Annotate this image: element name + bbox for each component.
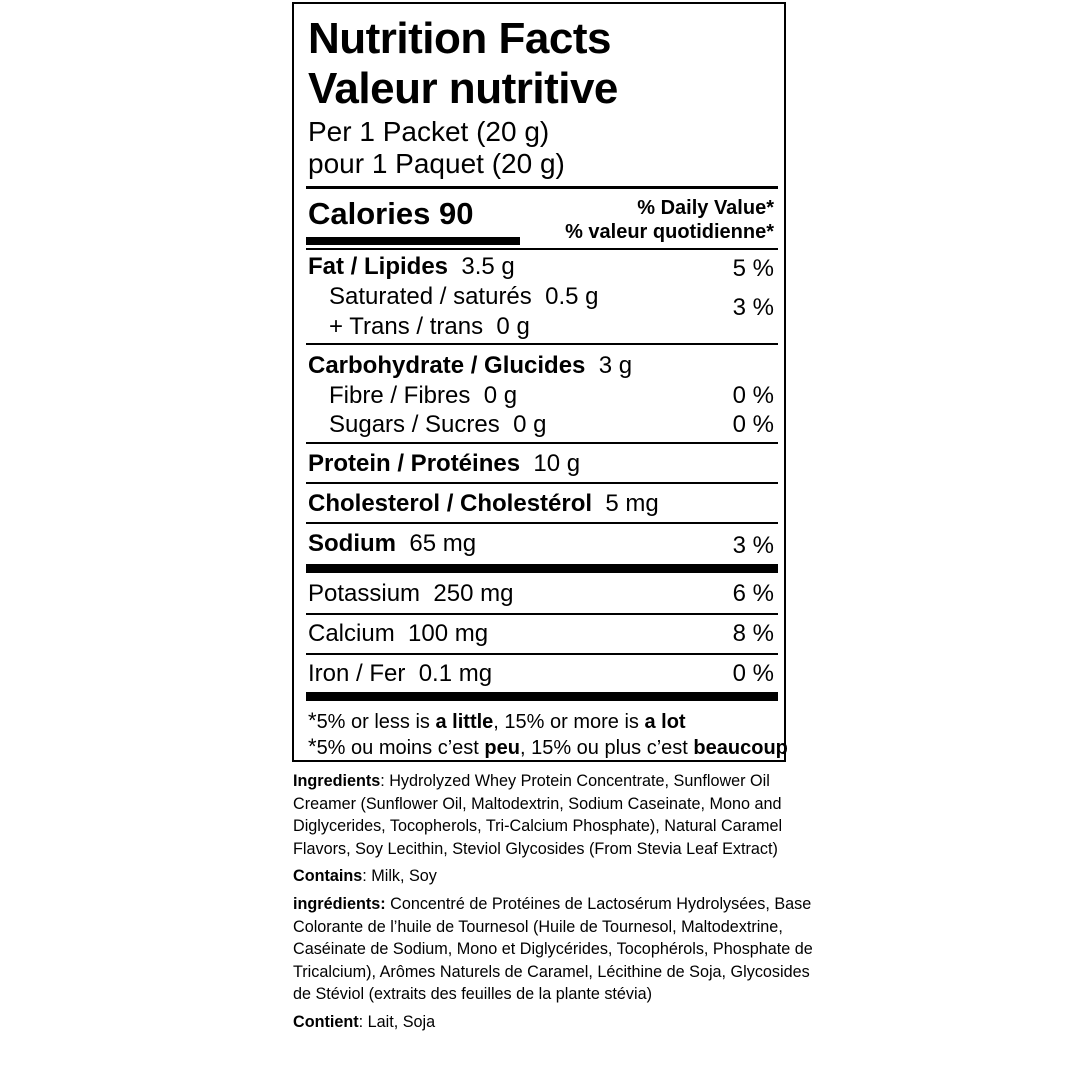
footnote-star: * — [308, 708, 317, 733]
iron-amount: 0.1 mg — [418, 660, 493, 687]
iron-label: Iron / Fer — [308, 660, 406, 687]
title-en: Nutrition Facts — [308, 14, 611, 63]
nutrition-facts-panel — [292, 2, 786, 762]
contient-label: Contient — [293, 1012, 359, 1031]
calcium-amount: 100 mg — [408, 620, 489, 647]
calories-value: 90 — [438, 196, 474, 231]
protein-label: Protein / Protéines — [308, 450, 521, 477]
protein-amount: 10 g — [533, 450, 581, 477]
saturated-trans-dv: 3 % — [732, 294, 774, 321]
thick-rule — [306, 692, 778, 701]
sodium-label: Sodium — [308, 530, 396, 557]
footnote-fr — [308, 734, 788, 760]
ingredients-fr-label: ingrédients: — [293, 894, 386, 913]
protein-row — [308, 450, 580, 478]
cholesterol-label: Cholesterol / Cholestérol — [308, 490, 593, 517]
sugars-dv: 0 % — [732, 411, 774, 438]
calories-rule — [306, 237, 520, 245]
sodium-amount: 65 mg — [409, 530, 477, 557]
fibre-label: Fibre / Fibres — [329, 382, 471, 409]
potassium-row — [308, 580, 513, 608]
footnote-bold: peu — [484, 737, 520, 759]
carbohydrate-label: Carbohydrate / Glucides — [308, 352, 586, 379]
fat-dv: 5 % — [732, 255, 774, 282]
divider-rule — [306, 248, 778, 250]
title-fr: Valeur nutritive — [308, 64, 618, 113]
ingredients-label: Ingredients — [293, 772, 381, 790]
contains-label: Contains — [293, 867, 363, 886]
divider-rule — [306, 442, 778, 444]
saturated-row — [329, 283, 599, 311]
footnote-en — [308, 708, 686, 734]
fibre-amount: 0 g — [483, 382, 518, 409]
cholesterol-row — [308, 490, 659, 518]
sodium-dv: 3 % — [732, 532, 774, 559]
footnote-star: * — [308, 734, 317, 759]
divider-rule — [306, 522, 778, 524]
footnote-text: 5% or less is — [316, 711, 436, 733]
footnote-bold: beaucoup — [693, 737, 788, 759]
saturated-amount: 0.5 g — [545, 283, 599, 310]
sodium-row — [308, 530, 476, 558]
calories-label: Calories — [308, 196, 431, 231]
daily-value-header-en: % Daily Value* — [637, 197, 774, 219]
trans-amount: 0 g — [496, 313, 530, 340]
footnote-text: , 15% or more is — [493, 711, 645, 733]
calcium-row — [308, 620, 488, 648]
saturated-label: Saturated / saturés — [329, 283, 532, 310]
calories-row — [308, 196, 473, 232]
trans-label: + Trans / trans — [329, 313, 484, 340]
serving-size-fr: pour 1 Paquet (20 g) — [308, 148, 565, 179]
ingredients-fr-text: Concentré de Protéines de Lactosérum Hydrolysées, Base Colorante de l’huile de Tournesol (Huile de Tournesol, Maltodextrine, Caséinate de Sodium, Mono et Diglycérides, Tocophérols, Phosphate de Tricalcium), Arômes Naturels de Caramel, Lécithine de Soja, Glycosides de Stéviol (extraits des feuilles de la plante stévia) — [293, 894, 813, 1004]
ingredients-fr — [293, 893, 813, 1006]
carbohydrate-amount: 3 g — [598, 352, 633, 379]
footnote-bold: a lot — [644, 711, 686, 733]
divider-rule — [306, 343, 778, 345]
footnote-bold: a little — [435, 711, 494, 733]
cholesterol-amount: 5 mg — [605, 490, 659, 517]
carbohydrate-row — [308, 352, 632, 380]
divider-rule — [306, 653, 778, 655]
thick-rule — [306, 564, 778, 573]
sugars-row — [329, 411, 546, 439]
fibre-dv: 0 % — [732, 382, 774, 409]
fat-row — [308, 253, 515, 281]
potassium-label: Potassium — [308, 580, 421, 607]
ingredients-section — [293, 770, 813, 1039]
potassium-amount: 250 mg — [433, 580, 514, 607]
potassium-dv: 6 % — [732, 580, 774, 607]
iron-dv: 0 % — [732, 660, 774, 687]
ingredients-text: : Hydrolyzed Whey Protein Concentrate, Sunflower Oil Creamer (Sunflower Oil, Maltodextrin, Sodium Caseinate, Mono and Diglycerides, Tocopherols, Tri-Calcium Phosphate), Natural Caramel Flavors, Soy Lecithin, Steviol Glycosides (From Stevia Leaf Extract) — [293, 772, 783, 858]
calcium-dv: 8 % — [732, 620, 774, 647]
sugars-amount: 0 g — [513, 411, 547, 438]
serving-size-en: Per 1 Packet (20 g) — [308, 116, 550, 147]
divider-rule — [306, 482, 778, 484]
calcium-label: Calcium — [308, 620, 395, 647]
iron-row — [308, 660, 492, 688]
trans-row — [329, 313, 530, 341]
fat-amount: 3.5 g — [461, 253, 515, 280]
fibre-row — [329, 382, 517, 410]
fat-label: Fat / Lipides — [308, 253, 449, 280]
contains-en — [293, 865, 813, 888]
sugars-label: Sugars / Sucres — [329, 411, 500, 438]
contains-text: : Milk, Soy — [362, 867, 437, 886]
daily-value-header-fr: % valeur quotidienne* — [565, 221, 774, 243]
divider-rule — [306, 186, 778, 189]
footnote-text: , 15% ou plus c’est — [519, 737, 694, 759]
contient-text: : Lait, Soja — [358, 1012, 436, 1031]
ingredients-en — [293, 770, 813, 860]
footnote-text: 5% ou moins c’est — [316, 737, 485, 759]
divider-rule — [306, 613, 778, 615]
contient-fr — [293, 1011, 813, 1034]
